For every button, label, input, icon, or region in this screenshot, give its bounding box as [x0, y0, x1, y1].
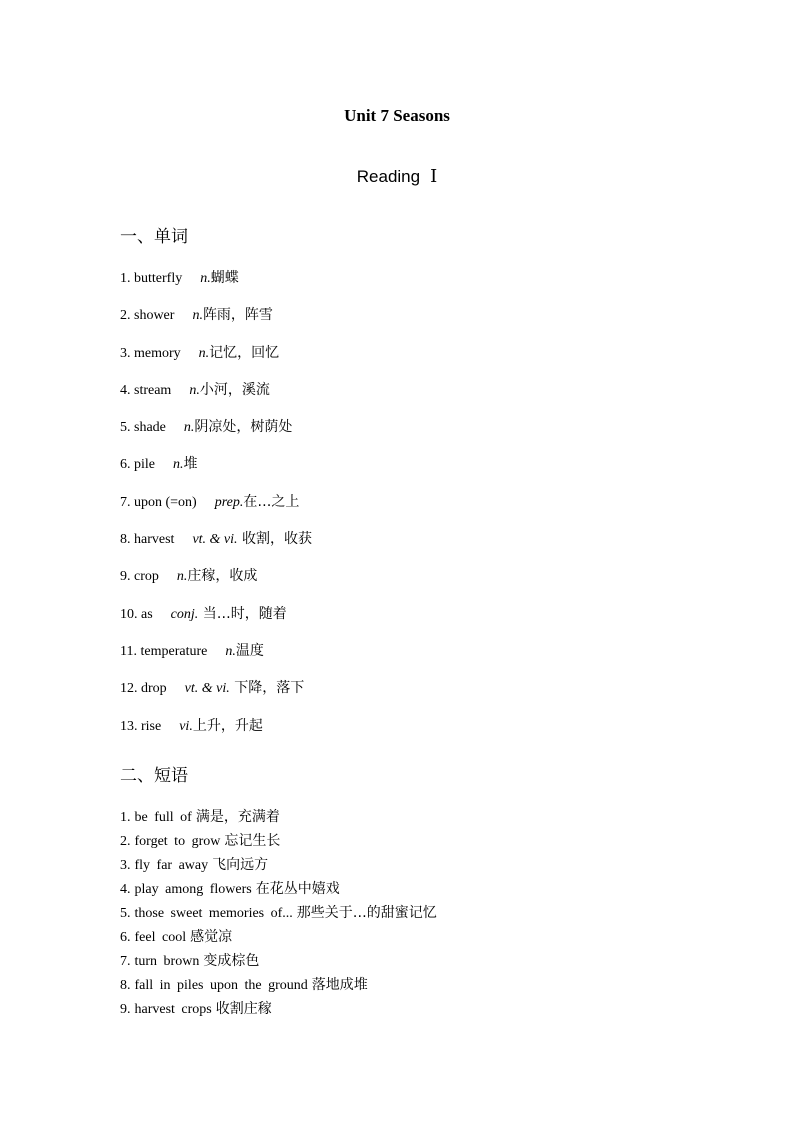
item-pos: vt. & vi. — [184, 681, 230, 697]
item-word: shower — [134, 308, 175, 324]
item-meaning: 庄稼，收成 — [187, 568, 258, 585]
item-pos: n. — [189, 382, 200, 398]
item-meaning: 在…之上 — [243, 493, 300, 510]
vocab-item — [120, 641, 312, 678]
item-num: 6. — [120, 457, 131, 473]
item-en: those sweet memories of... — [134, 906, 293, 921]
item-pos: n. — [198, 345, 210, 361]
item-num: 5. — [120, 420, 131, 436]
subtitle-word: Reading — [356, 167, 421, 186]
item-num: 13. — [120, 718, 138, 734]
item-en: harvest crops — [134, 1002, 212, 1017]
vocab-item — [120, 604, 312, 641]
phrase-list — [120, 807, 437, 1023]
item-num: 1. — [120, 810, 131, 825]
item-num: 2. — [120, 308, 131, 324]
item-pos: vi. — [179, 718, 193, 734]
item-num: 4. — [120, 382, 131, 398]
item-num: 6. — [120, 930, 131, 945]
item-pos: n. — [225, 643, 236, 659]
item-pos: n. — [200, 271, 211, 286]
item-num: 9. — [120, 569, 131, 585]
item-pos: conj. — [170, 606, 199, 622]
vocab-item — [120, 454, 312, 491]
item-word: drop — [141, 681, 167, 697]
vocab-item — [120, 678, 312, 715]
phrase-item — [120, 855, 437, 879]
item-num: 5. — [120, 906, 131, 921]
subtitle-numeral: Ⅰ — [430, 166, 438, 186]
item-word: stream — [134, 382, 172, 398]
item-meaning: 下降，落下 — [229, 680, 305, 697]
item-num: 9. — [120, 1002, 131, 1017]
item-num: 8. — [120, 532, 131, 548]
item-meaning: 蝴蝶 — [210, 270, 239, 286]
vocab-item — [120, 417, 312, 454]
item-pos: n. — [183, 420, 195, 436]
item-en: forget to grow — [134, 834, 221, 849]
item-meaning: 当…时，随着 — [198, 605, 287, 622]
item-num: 1. — [120, 271, 131, 286]
vocab-item — [120, 566, 312, 603]
item-en: be full of — [134, 810, 192, 825]
item-num: 7. — [120, 494, 131, 510]
item-num: 8. — [120, 978, 131, 993]
item-num: 7. — [120, 954, 131, 969]
item-meaning: 上升，升起 — [192, 717, 263, 734]
item-meaning: 阵雨，阵雪 — [202, 307, 273, 324]
item-zh: 收割庄稼 — [215, 1001, 272, 1017]
vocab-item — [120, 305, 312, 342]
item-meaning: 堆 — [183, 456, 198, 473]
phrase-item — [120, 951, 437, 975]
item-word: upon (=on) — [134, 494, 197, 510]
vocab-item — [120, 268, 312, 305]
item-en: play among flowers — [134, 882, 252, 897]
item-num: 12. — [120, 681, 138, 697]
vocab-item — [120, 343, 312, 380]
item-zh: 满是，充满着 — [195, 809, 280, 825]
item-meaning: 收割，收获 — [237, 531, 312, 548]
item-word: crop — [134, 569, 159, 585]
item-pos: vt. & vi. — [192, 532, 238, 548]
item-zh: 忘记生长 — [224, 833, 281, 849]
item-word: memory — [134, 345, 181, 361]
item-zh: 飞向远方 — [212, 857, 269, 873]
phrase-item — [120, 999, 437, 1023]
phrase-item — [120, 831, 437, 855]
phrases-section-heading: 二、短语 — [120, 766, 188, 786]
item-word: harvest — [134, 532, 175, 548]
item-num: 3. — [120, 858, 131, 873]
item-meaning: 温度 — [235, 642, 264, 659]
item-word: as — [141, 606, 153, 622]
item-meaning: 记忆，回忆 — [209, 344, 280, 361]
item-pos: n. — [176, 569, 188, 585]
phrase-item — [120, 879, 437, 903]
phrase-item — [120, 975, 437, 999]
page-title: Unit 7 Seasons — [344, 106, 450, 125]
page-subtitle — [0, 166, 794, 187]
item-word: rise — [141, 718, 162, 734]
item-word: shade — [134, 420, 166, 436]
item-pos: n. — [192, 308, 203, 324]
phrase-item — [120, 903, 437, 927]
vocab-list — [120, 268, 312, 753]
item-zh: 变成棕色 — [203, 953, 260, 969]
vocab-item — [120, 380, 312, 417]
item-en: fall in piles upon the ground — [134, 978, 308, 993]
item-num: 2. — [120, 834, 131, 849]
item-zh: 感觉凉 — [190, 929, 233, 945]
item-meaning: 小河，溪流 — [199, 381, 270, 398]
item-en: fly far away — [134, 858, 209, 873]
item-zh: 落地成堆 — [311, 977, 368, 993]
item-num: 10. — [120, 606, 138, 622]
item-en: feel cool — [134, 930, 187, 945]
vocab-item — [120, 529, 312, 566]
item-meaning: 阴凉处，树荫处 — [194, 419, 293, 436]
phrase-item — [120, 807, 437, 831]
item-en: turn brown — [134, 954, 200, 969]
item-num: 4. — [120, 882, 131, 897]
item-word: butterfly — [134, 271, 183, 286]
item-pos: n. — [173, 457, 184, 473]
phrase-item — [120, 927, 437, 951]
vocab-item — [120, 716, 312, 753]
item-num: 11. — [120, 643, 137, 659]
item-word: temperature — [140, 643, 208, 659]
vocab-section-heading: 一、单词 — [120, 227, 188, 247]
vocab-item — [120, 492, 312, 529]
item-pos: prep. — [214, 494, 244, 510]
item-num: 3. — [120, 345, 131, 361]
item-zh: 在花丛中嬉戏 — [255, 881, 340, 897]
item-word: pile — [134, 457, 155, 473]
item-zh: 那些关于…的甜蜜记忆 — [296, 905, 437, 921]
